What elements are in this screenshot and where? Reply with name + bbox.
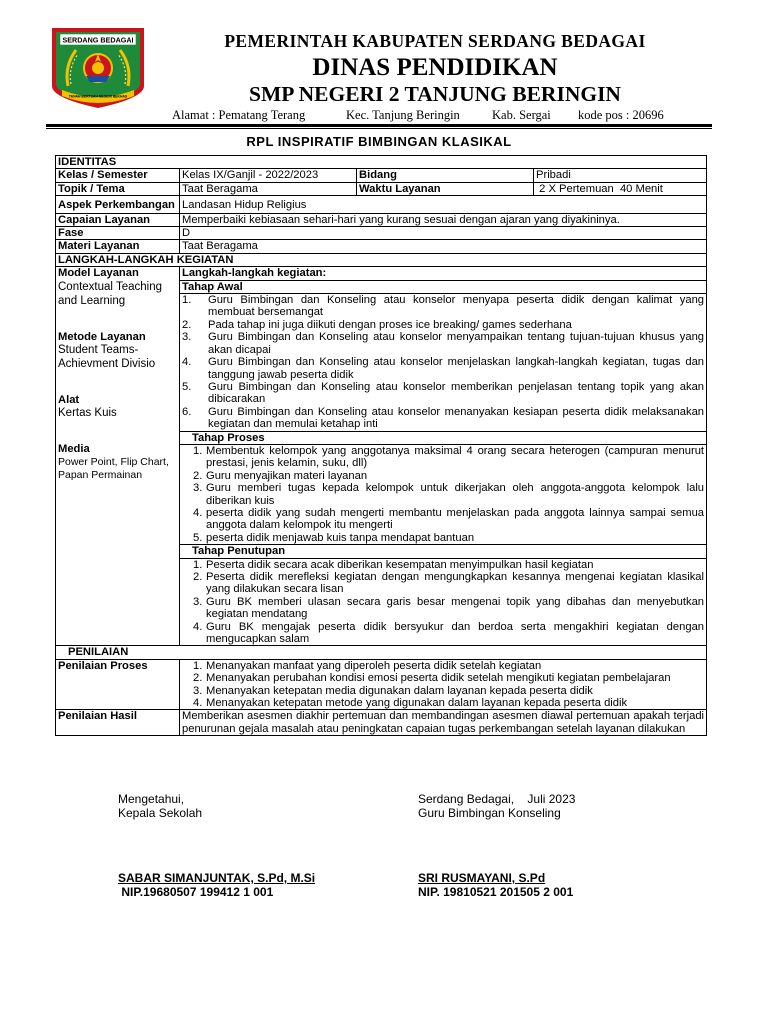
list-item-text: Guru Bimbingan dan Konseling atau konselor menjelaskan langkah-langkah kegiatan, tugas dan tanggung jawab peserta didik bbox=[208, 356, 705, 381]
langkah-left-column bbox=[56, 267, 180, 646]
capaian-value: Memperbaiki kebiasaan sehari-hari yang kurang sesuai dengan ajaran yang diyakininya. bbox=[180, 213, 707, 226]
address-kodepos: kode pos : 20696 bbox=[578, 108, 664, 122]
list-item bbox=[180, 672, 704, 684]
address-kecamatan: Kec. Tanjung Beringin bbox=[346, 108, 460, 122]
list-item bbox=[180, 482, 704, 507]
tahap-penutupan-list bbox=[180, 559, 706, 646]
metode-label: Metode Layanan bbox=[58, 330, 146, 343]
list-item-text: Guru Bimbingan dan Konseling atau konselor memberikan penjelasan tentang topik yang akan dibicarakan bbox=[208, 380, 705, 406]
list-item bbox=[180, 507, 704, 532]
list-item-text: Pada tahap ini juga diikuti dengan proses ice breaking/ games sederhana bbox=[208, 318, 572, 331]
list-item-number: 1. bbox=[182, 294, 192, 307]
list-item-text: Guru BK mengajak peserta didik bersyukur dan berdoa serta mengakhiri kegiatan dengan mengucapkan salam bbox=[206, 620, 705, 646]
list-item-number: 5. bbox=[193, 531, 203, 544]
penilaian-hasil-label: Penilaian Hasil bbox=[56, 710, 180, 736]
list-item bbox=[182, 294, 704, 319]
model-value: Contextual Teaching and Learning bbox=[58, 280, 162, 307]
letterhead-rule-thin bbox=[46, 128, 712, 129]
list-item-number: 1. bbox=[193, 558, 203, 571]
list-item-text: Membentuk kelompok yang anggotanya maksimal 4 orang secara heterogen (campuran menurut prestasi, jenis kelamin, suku, dll) bbox=[206, 444, 705, 470]
list-item-text: Peserta didik secara acak diberikan kesempatan menyimpulkan hasil kegiatan bbox=[206, 558, 594, 571]
list-item bbox=[182, 331, 704, 356]
list-item-number: 2. bbox=[193, 469, 203, 482]
list-item-number: 3. bbox=[193, 595, 203, 608]
media-label: Media bbox=[58, 443, 90, 456]
list-item-number: 1. bbox=[193, 659, 203, 672]
list-item-number: 1. bbox=[193, 444, 203, 457]
sig-right-nip: NIP. 19810521 201505 2 001 bbox=[418, 885, 574, 899]
list-item bbox=[182, 319, 704, 331]
sig-left-name: SABAR SIMANJUNTAK, S.Pd, M.Si bbox=[118, 871, 316, 885]
list-item-number: 4. bbox=[182, 356, 192, 369]
letterhead-government: PEMERINTAH KABUPATEN SERDANG BEDAGAI bbox=[224, 31, 646, 51]
list-item bbox=[180, 532, 704, 544]
fase-row bbox=[56, 227, 707, 240]
fase-value: D bbox=[180, 227, 707, 240]
list-item-text: Peserta didik merefleksi kegiatan dengan mengungkapkan kesannya mengenai kegiatan klasikal yang dilakukan secara lisan bbox=[206, 571, 705, 596]
waktu-value: 2 X Pertemuan 40 Menit bbox=[534, 182, 707, 195]
topik-label: Topik / Tema bbox=[56, 182, 180, 195]
penilaian-hasil-row bbox=[56, 710, 707, 736]
langkah-header-row bbox=[56, 253, 707, 266]
list-item-text: Guru Bimbingan dan Konseling atau konselor menyampaikan tentang tujuan-tujuan khusus yang akan dicapai bbox=[208, 331, 705, 356]
alat-label: Alat bbox=[58, 394, 80, 407]
kelas-row bbox=[56, 169, 707, 182]
document-title: RPL INSPIRATIF BIMBINGAN KLASIKAL bbox=[246, 134, 512, 149]
sig-left-line2: Kepala Sekolah bbox=[118, 806, 203, 820]
penilaian-proses-label: Penilaian Proses bbox=[56, 659, 180, 710]
list-item bbox=[180, 571, 704, 596]
penilaian-proses-row bbox=[56, 659, 707, 710]
rpl-table bbox=[55, 155, 707, 736]
tahap-awal-list bbox=[180, 294, 706, 431]
list-item-number: 5. bbox=[182, 380, 192, 393]
sig-right-line2: Guru Bimbingan Konseling bbox=[418, 806, 561, 820]
capaian-row bbox=[56, 213, 707, 226]
kelas-label: Kelas / Semester bbox=[56, 169, 180, 182]
list-item-text: peserta didik menjawab kuis tanpa mendapat bantuan bbox=[206, 531, 475, 544]
langkah-steps-cell bbox=[180, 267, 707, 646]
list-item bbox=[180, 596, 704, 621]
letterhead-rule-thick bbox=[46, 124, 712, 127]
langkah-row bbox=[56, 267, 707, 646]
sig-left-nip: NIP.19680507 199412 1 001 bbox=[118, 885, 274, 899]
model-label: Model Layanan bbox=[58, 267, 139, 280]
list-item-text: Guru Bimbingan dan Konseling atau konselor menanyakan kesiapan peserta didik melaksanakan kegiatan dan memulai ketahap inti bbox=[208, 405, 705, 431]
list-item-text: peserta didik yang sudah mengerti membantu menjelaskan pada anggota lainnya sampai semua anggota dalam kelompok itu mengerti bbox=[206, 506, 705, 532]
media-value: Power Point, Flip Chart, Papan Permainan bbox=[58, 455, 169, 481]
list-item bbox=[182, 406, 704, 431]
penilaian-proses-cell bbox=[180, 659, 707, 710]
list-item-text: Guru Bimbingan dan Konseling atau konselor menyapa peserta didik dengan kalimat yang membuat bersemangat bbox=[208, 294, 705, 319]
list-item-text: Guru BK memberi ulasan secara garis besar mengenai topik yang dibahas dan menyebutkan kegiatan mendatang bbox=[206, 595, 705, 621]
topik-row bbox=[56, 182, 707, 195]
kelas-value: Kelas IX/Ganjil - 2022/2023 bbox=[180, 169, 357, 182]
list-item-number: 6. bbox=[182, 405, 192, 418]
metode-value: Student Teams-Achievment Divisio bbox=[58, 344, 156, 371]
list-item bbox=[180, 445, 704, 470]
aspek-row bbox=[56, 196, 707, 213]
list-item-number: 2. bbox=[182, 318, 192, 331]
list-item-text: Menanyakan perubahan kondisi emosi peserta didik setelah mengikuti kegiatan pembelajaran bbox=[206, 672, 671, 685]
materi-value: Taat Beragama bbox=[180, 240, 707, 253]
list-item bbox=[182, 356, 704, 381]
steps-header: Langkah-langkah kegiatan: bbox=[180, 267, 706, 280]
bidang-label: Bidang bbox=[357, 169, 534, 182]
list-item-number: 3. bbox=[193, 482, 203, 495]
bidang-value: Pribadi bbox=[534, 169, 707, 182]
address-alamat: Alamat : Pematang Terang bbox=[172, 108, 306, 122]
list-item bbox=[180, 660, 704, 672]
emblem-banner-text: SERDANG BEDAGAI bbox=[62, 35, 134, 45]
list-item-text: Menanyakan ketepatan media digunakan dalam layanan kepada peserta didik bbox=[206, 684, 593, 697]
penilaian-proses-list bbox=[180, 660, 704, 710]
list-item-text: Menanyakan manfaat yang diperoleh peserta didik setelah kegiatan bbox=[206, 659, 542, 672]
aspek-value: Landasan Hidup Religius bbox=[180, 196, 707, 213]
aspek-label: Aspek Perkembangan bbox=[56, 196, 180, 213]
materi-label: Materi Layanan bbox=[56, 240, 180, 253]
list-item-number: 2. bbox=[193, 571, 203, 583]
list-item-text: Guru menyajikan materi layanan bbox=[206, 469, 368, 482]
tahap-proses-header: Tahap Proses bbox=[180, 432, 706, 445]
tahap-penutupan-header: Tahap Penutupan bbox=[180, 545, 706, 558]
langkah-header: LANGKAH-LANGKAH KEGIATAN bbox=[56, 253, 707, 266]
list-item bbox=[180, 697, 704, 709]
letterhead-school: SMP NEGERI 2 TANJUNG BERINGIN bbox=[249, 82, 621, 106]
fase-label: Fase bbox=[56, 227, 180, 240]
sig-right-name: SRI RUSMAYANI, S.Pd bbox=[418, 871, 546, 885]
capaian-label: Capaian Layanan bbox=[56, 213, 180, 226]
tahap-awal-header: Tahap Awal bbox=[180, 281, 706, 294]
identitas-header-row bbox=[56, 156, 707, 169]
list-item-number: 3. bbox=[193, 684, 203, 697]
list-item-number: 4. bbox=[193, 620, 203, 633]
list-item bbox=[180, 470, 704, 482]
emblem-motto-text: TANAH BERTUAH NEGERI BEKHAS bbox=[68, 94, 128, 99]
topik-value: Taat Beragama bbox=[180, 182, 357, 195]
penilaian-header-row bbox=[56, 646, 707, 659]
penilaian-header: PENILAIAN bbox=[56, 646, 707, 659]
serdang-bedagai-emblem bbox=[48, 26, 148, 110]
sig-right-line1: Serdang Bedagai, Juli 2023 bbox=[418, 792, 576, 806]
list-item-number: 2. bbox=[193, 672, 203, 685]
list-item bbox=[182, 381, 704, 406]
list-item-number: 3. bbox=[182, 331, 192, 344]
penilaian-hasil-value: Memberikan asesmen diakhir pertemuan dan membandingan asesmen diawal pertemuan apakah terjadi penurunan gejala masalah atau peningkatan capaian tugas perkembangan setelah layanan dilakukan bbox=[180, 710, 707, 736]
sig-left-line1: Mengetahui, bbox=[118, 792, 185, 806]
list-item-text: Guru memberi tugas kepada kelompok untuk dikerjakan oleh anggota-anggota kelompok lalu diberikan kuis bbox=[206, 482, 705, 507]
list-item bbox=[180, 621, 704, 646]
identitas-header: IDENTITAS bbox=[56, 156, 707, 169]
list-item bbox=[180, 685, 704, 697]
address-kabupaten: Kab. Sergai bbox=[492, 108, 551, 122]
list-item-number: 4. bbox=[193, 697, 203, 710]
letterhead-department: DINAS PENDIDIKAN bbox=[312, 54, 558, 81]
list-item-number: 4. bbox=[193, 506, 203, 519]
tahap-proses-list bbox=[180, 445, 706, 545]
alat-value: Kertas Kuis bbox=[58, 407, 117, 420]
list-item bbox=[180, 559, 704, 571]
waktu-label: Waktu Layanan bbox=[357, 182, 534, 195]
list-item-text: Menanyakan ketepatan metode yang digunakan dalam layanan kepada peserta didik bbox=[206, 697, 628, 710]
materi-row bbox=[56, 240, 707, 253]
